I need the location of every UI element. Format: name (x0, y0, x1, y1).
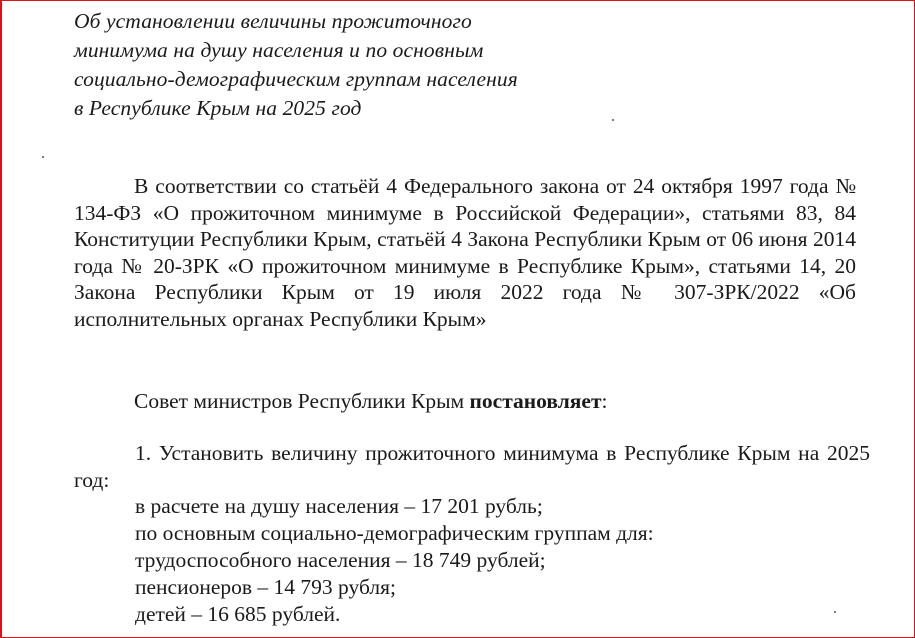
scan-speck (42, 156, 44, 158)
list-item: детей – 16 685 рублей. (135, 602, 341, 626)
list-item: пенсионеров – 14 793 рубля; (135, 575, 396, 599)
item-1-paragraph: 1. Установить величину прожиточного минимума в Республике Крым на 2025 год: (74, 441, 870, 492)
council-colon: : (601, 389, 608, 413)
scan-speck (612, 119, 614, 121)
title-line: минимума на душу населения и по основным (74, 38, 484, 62)
title-line: социально-демографическим группам населения (74, 67, 518, 91)
list-item: трудоспособного населения – 18 749 рублей; (135, 548, 546, 572)
document-title (74, 7, 518, 123)
scan-speck (834, 611, 836, 613)
preamble-paragraph: В соответствии со статьёй 4 Федерального закона от 24 октября 1997 года № 134-ФЗ «О прожиточном минимуме в Российской Федерации», статьями 83, 84 Конституции Республики Крым, статьёй 4 Закона Республики Крым от 06 июня 2014 года № 20-ЗРК «О прожиточном минимуме в Республике Крым», статьями 14, 20 Закона Республики Крым от 19 июля 2022 года № 307-ЗРК/2022 «Об исполнительных органах Республики Крым» (74, 174, 856, 331)
council-emphasis: постановляет (469, 389, 602, 413)
council-decision-line (134, 388, 608, 415)
list-item: по основным социально-демографическим группам для: (135, 521, 654, 545)
title-line: в Республике Крым на 2025 год (74, 96, 362, 120)
title-line: Об установлении величины прожиточного (74, 9, 472, 33)
council-text: Совет министров Республики Крым (134, 389, 470, 413)
list-item: в расчете на душу населения – 17 201 рубль; (135, 494, 543, 518)
